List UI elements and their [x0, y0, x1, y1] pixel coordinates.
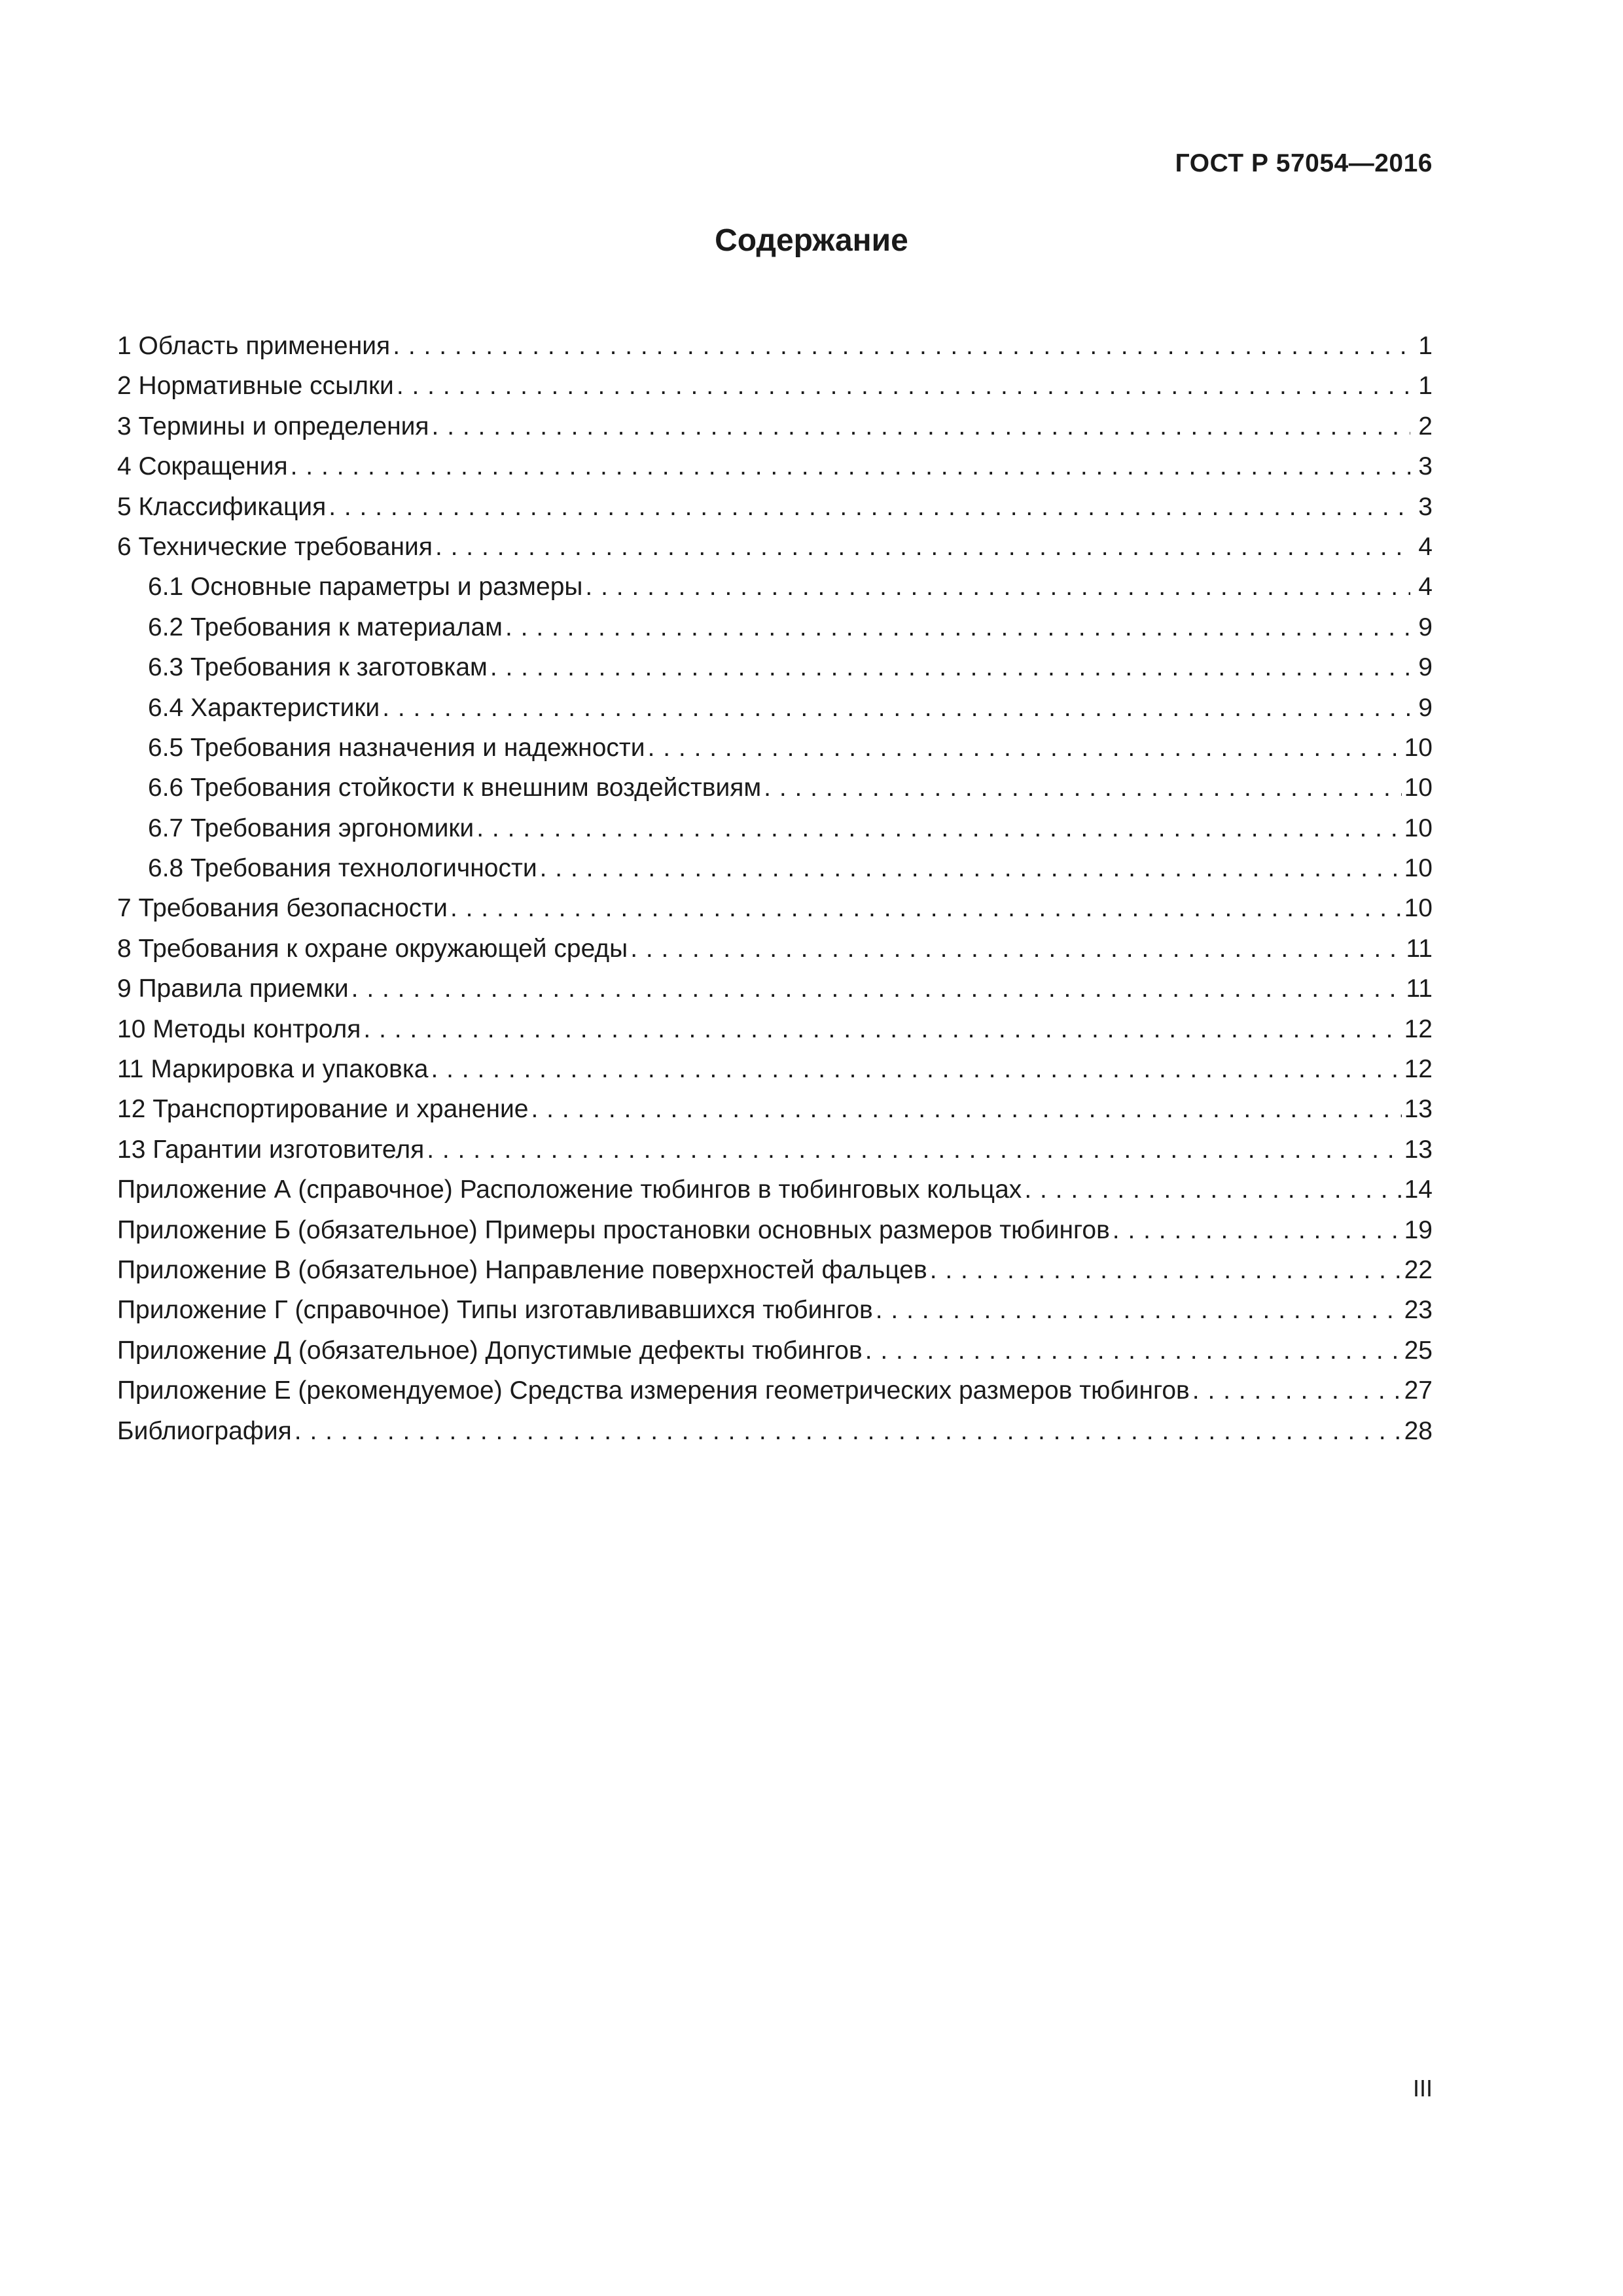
- toc-entry-label: 6.7 Требования эргономики: [148, 814, 474, 842]
- toc-entry[interactable]: [117, 1130, 1433, 1170]
- toc-entry-label: 6.5 Требования назначения и надежности: [148, 733, 645, 762]
- page-number: III: [1412, 2075, 1433, 2102]
- toc-dot-leader: [540, 848, 1402, 888]
- toc-entry[interactable]: [117, 1411, 1433, 1451]
- toc-entry[interactable]: [117, 728, 1433, 768]
- toc-entry-label: 4 Сокращения: [117, 452, 288, 481]
- toc-entry[interactable]: [117, 366, 1433, 406]
- toc-dot-leader: [865, 1331, 1402, 1371]
- toc-dot-leader: [630, 929, 1403, 969]
- toc-entry[interactable]: [117, 848, 1433, 888]
- toc-entry-page: 1: [1418, 332, 1433, 360]
- document-standard-number: ГОСТ Р 57054—2016: [1175, 149, 1433, 177]
- toc-entry-page: 9: [1418, 653, 1433, 682]
- toc-dot-leader: [531, 1089, 1402, 1129]
- toc-entry[interactable]: [117, 607, 1433, 647]
- toc-entry-label: Библиография: [117, 1416, 292, 1445]
- toc-dot-leader: [648, 728, 1402, 768]
- toc-entry-label: Приложение В (обязательное) Направление поверхностей фальцев: [117, 1255, 927, 1284]
- toc-entry-label: 6.8 Требования технологичности: [148, 854, 537, 883]
- toc-entry-label: 6.4 Характеристики: [148, 693, 380, 722]
- toc-dot-leader: [351, 969, 1404, 1009]
- toc-entry-label: 6.2 Требования к материалам: [148, 613, 503, 641]
- toc-entry[interactable]: [117, 1210, 1433, 1250]
- toc-entry-label: 10 Методы контроля: [117, 1014, 361, 1043]
- toc-dot-leader: [382, 688, 1410, 728]
- toc-entry-page: 19: [1404, 1215, 1433, 1244]
- toc-entry[interactable]: [117, 768, 1433, 808]
- toc-entry-label: Приложение Б (обязательное) Примеры простановки основных размеров тюбингов: [117, 1215, 1110, 1244]
- toc-entry[interactable]: [117, 1170, 1433, 1210]
- toc-dot-leader: [432, 406, 1410, 446]
- toc-entry-page: 28: [1404, 1416, 1433, 1445]
- toc-dot-leader: [476, 808, 1401, 848]
- toc-entry[interactable]: [117, 1009, 1433, 1049]
- toc-entry[interactable]: [117, 1331, 1433, 1371]
- toc-entry-label: 9 Правила приемки: [117, 975, 349, 1003]
- toc-entry-page: 22: [1404, 1255, 1433, 1284]
- toc-dot-leader: [329, 487, 1410, 527]
- toc-entry[interactable]: [117, 969, 1433, 1009]
- toc-entry[interactable]: [117, 647, 1433, 687]
- toc-entry-page: 27: [1404, 1376, 1433, 1405]
- toc-entry[interactable]: [117, 487, 1433, 527]
- toc-dot-leader: [450, 888, 1402, 928]
- toc-entry-page: 14: [1404, 1175, 1433, 1204]
- table-of-contents: [117, 326, 1433, 1451]
- toc-entry[interactable]: [117, 1250, 1433, 1290]
- toc-entry-label: 8 Требования к охране окружающей среды: [117, 934, 628, 963]
- toc-entry-label: Приложение Д (обязательное) Допустимые дефекты тюбингов: [117, 1336, 863, 1365]
- toc-dot-leader: [427, 1130, 1401, 1170]
- toc-entry-label: 6.6 Требования стойкости к внешним воздействиям: [148, 774, 762, 802]
- toc-entry-label: 11 Маркировка и упаковка: [117, 1055, 429, 1084]
- toc-entry[interactable]: [117, 888, 1433, 928]
- toc-entry[interactable]: [117, 1089, 1433, 1129]
- toc-entry-label: 3 Термины и определения: [117, 412, 429, 440]
- toc-entry-label: 6.3 Требования к заготовкам: [148, 653, 488, 682]
- toc-entry-page: 2: [1418, 412, 1433, 440]
- toc-entry-label: 12 Транспортирование и хранение: [117, 1095, 529, 1124]
- toc-dot-leader: [505, 607, 1410, 647]
- toc-entry-page: 13: [1404, 1095, 1433, 1124]
- toc-dot-leader: [291, 446, 1410, 486]
- toc-entry-page: 10: [1404, 733, 1433, 762]
- toc-entry-page: 12: [1404, 1055, 1433, 1084]
- toc-entry-label: 13 Гарантии изготовителя: [117, 1135, 425, 1164]
- toc-entry-label: 6.1 Основные параметры и размеры: [148, 573, 583, 601]
- toc-entry-page: 3: [1418, 452, 1433, 481]
- toc-dot-leader: [431, 1049, 1401, 1089]
- toc-entry-label: 6 Технические требования: [117, 532, 433, 561]
- toc-entry-page: 13: [1404, 1135, 1433, 1164]
- toc-dot-leader: [1113, 1210, 1402, 1250]
- toc-dot-leader: [585, 567, 1410, 607]
- toc-dot-leader: [876, 1290, 1402, 1330]
- toc-entry-page: 12: [1404, 1014, 1433, 1043]
- toc-dot-leader: [764, 768, 1401, 808]
- toc-entry-page: 25: [1404, 1336, 1433, 1365]
- toc-entry-page: 11: [1406, 934, 1433, 963]
- toc-entry-page: 10: [1404, 894, 1433, 923]
- toc-entry-page: 3: [1418, 492, 1433, 521]
- toc-entry-label: Приложение Г (справочное) Типы изготавливавшихся тюбингов: [117, 1296, 873, 1325]
- toc-dot-leader: [363, 1009, 1401, 1049]
- toc-entry[interactable]: [117, 446, 1433, 486]
- toc-entry-page: 23: [1404, 1296, 1433, 1325]
- toc-entry[interactable]: [117, 808, 1433, 848]
- toc-entry[interactable]: [117, 929, 1433, 969]
- toc-entry-label: Приложение Е (рекомендуемое) Средства измерения геометрических размеров тюбингов: [117, 1376, 1190, 1405]
- toc-entry[interactable]: [117, 1290, 1433, 1330]
- toc-entry-page: 11: [1406, 975, 1433, 1003]
- toc-entry[interactable]: [117, 567, 1433, 607]
- toc-dot-leader: [490, 647, 1410, 687]
- toc-dot-leader: [397, 366, 1410, 406]
- toc-dot-leader: [294, 1411, 1402, 1451]
- toc-entry-page: 9: [1418, 613, 1433, 641]
- toc-entry-page: 10: [1404, 774, 1433, 802]
- toc-dot-leader: [930, 1250, 1402, 1290]
- toc-entry[interactable]: [117, 326, 1433, 366]
- toc-entry-label: 2 Нормативные ссылки: [117, 372, 394, 401]
- toc-dot-leader: [1024, 1170, 1401, 1210]
- toc-entry-page: 4: [1418, 532, 1433, 561]
- toc-dot-leader: [1192, 1371, 1402, 1410]
- toc-entry-label: 7 Требования безопасности: [117, 894, 448, 923]
- toc-entry[interactable]: [117, 406, 1433, 446]
- toc-entry[interactable]: [117, 1049, 1433, 1089]
- toc-entry-page: 10: [1404, 814, 1433, 842]
- toc-entry[interactable]: [117, 688, 1433, 728]
- toc-entry-label: 1 Область применения: [117, 332, 391, 360]
- toc-entry[interactable]: [117, 527, 1433, 567]
- toc-dot-leader: [393, 326, 1410, 366]
- toc-entry-label: 5 Классификация: [117, 492, 327, 521]
- toc-entry[interactable]: [117, 1371, 1433, 1410]
- toc-dot-leader: [435, 527, 1410, 567]
- toc-entry-page: 10: [1404, 854, 1433, 883]
- toc-entry-page: 1: [1418, 372, 1433, 401]
- toc-title: Содержание: [715, 223, 908, 258]
- toc-entry-label: Приложение А (справочное) Расположение тюбингов в тюбинговых кольцах: [117, 1175, 1022, 1204]
- toc-entry-page: 4: [1418, 573, 1433, 601]
- toc-entry-page: 9: [1418, 693, 1433, 722]
